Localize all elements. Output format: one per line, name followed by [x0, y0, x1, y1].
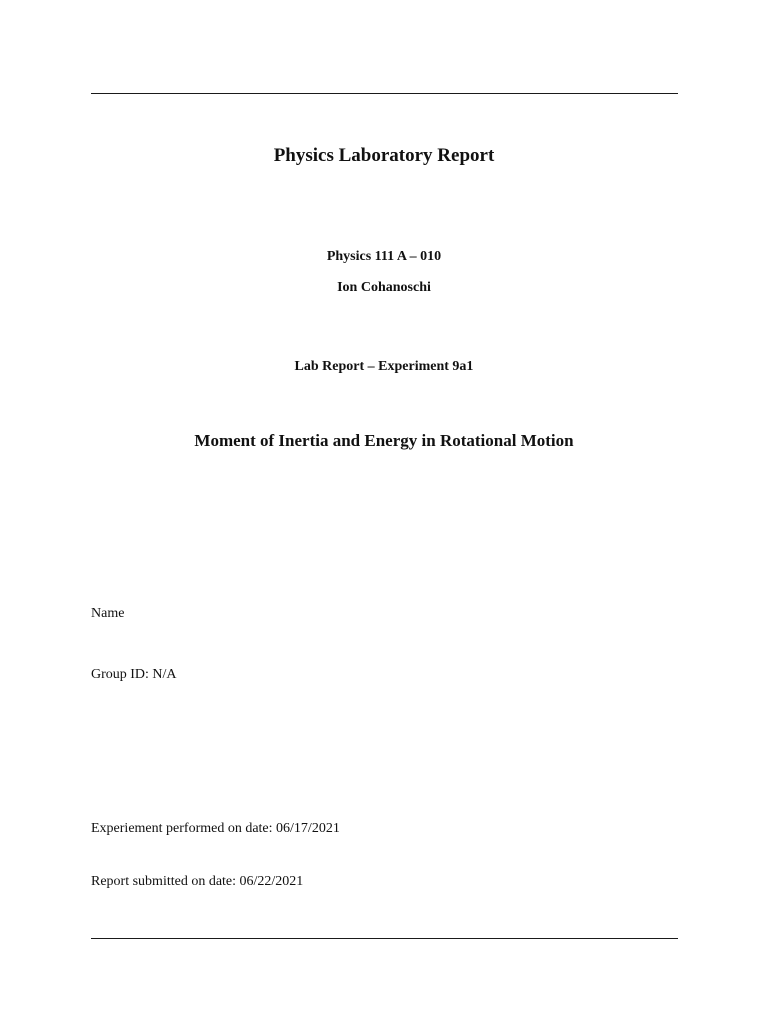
performed-date: Experiement performed on date: 06/17/2021	[91, 821, 340, 836]
bottom-divider	[91, 938, 678, 939]
name-label: Name	[91, 606, 125, 621]
submitted-date: Report submitted on date: 06/22/2021	[91, 874, 304, 889]
group-id: Group ID: N/A	[91, 667, 177, 682]
lab-report-label: Lab Report – Experiment 9a1	[294, 359, 474, 374]
author-name: Ion Cohanoschi	[337, 280, 431, 295]
experiment-subtitle: Moment of Inertia and Energy in Rotational Motion	[194, 431, 574, 450]
report-title: Physics Laboratory Report	[273, 145, 495, 166]
course-code: Physics 111 A – 010	[326, 249, 442, 264]
top-divider	[91, 93, 678, 94]
